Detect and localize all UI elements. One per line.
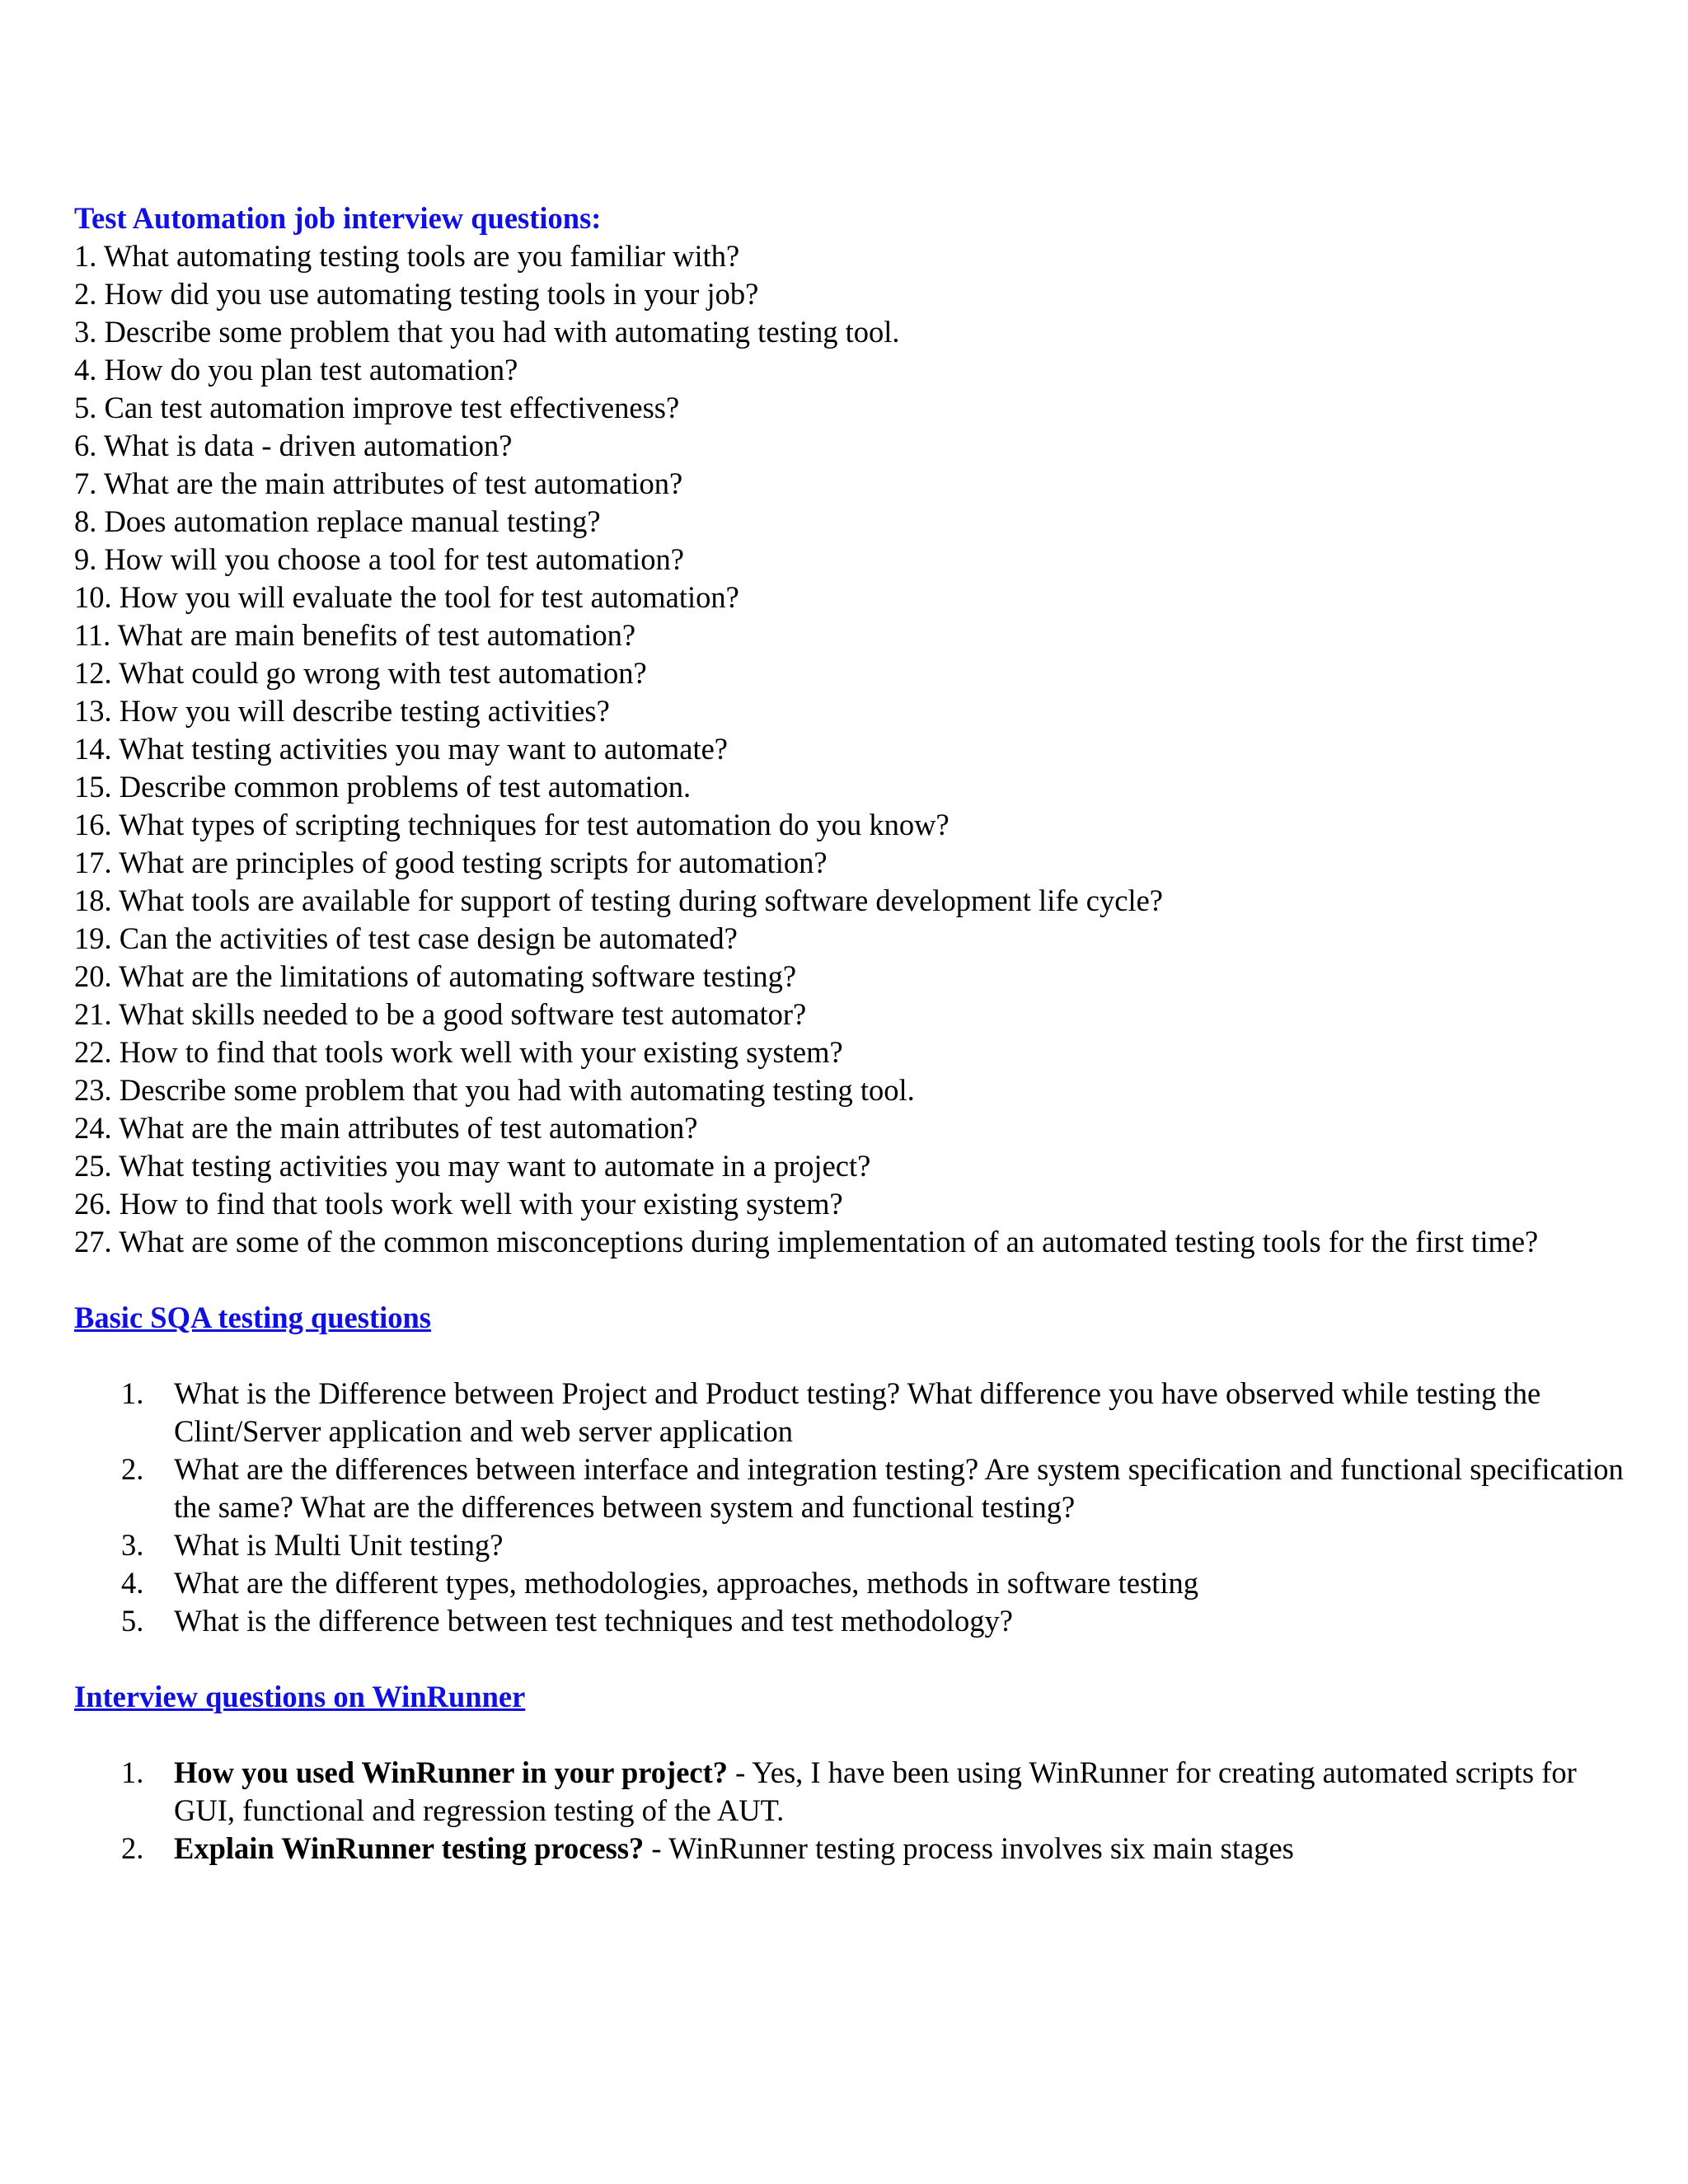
- question-19: 19. Can the activities of test case design be automated?: [74, 921, 738, 955]
- question-1: 1. What automating testing tools are you familiar with?: [74, 239, 740, 273]
- document-page: [74, 199, 1624, 1868]
- winrunner-question: Explain WinRunner testing process?: [174, 1831, 645, 1865]
- list-item: [74, 1602, 1624, 1640]
- list-item: [74, 1451, 1624, 1526]
- winrunner-link[interactable]: Interview questions on WinRunner: [74, 1680, 526, 1713]
- question-21: 21. What skills needed to be a good software test automator?: [74, 997, 807, 1031]
- list-item-number: 2.: [121, 1452, 144, 1486]
- question-6: 6. What is data - driven automation?: [74, 429, 513, 462]
- question-26: 26. How to find that tools work well with your existing system?: [74, 1187, 843, 1221]
- basic-sqa-link[interactable]: Basic SQA testing questions: [74, 1301, 432, 1334]
- question-12: 12. What could go wrong with test automation?: [74, 656, 647, 690]
- list-item-number: 1.: [121, 1755, 144, 1789]
- winrunner-question: How you used WinRunner in your project?: [174, 1755, 729, 1789]
- list-item: [74, 1830, 1624, 1868]
- list-item-number: 3.: [121, 1528, 144, 1562]
- list-item: [74, 1754, 1624, 1830]
- list-item-number: 2.: [121, 1831, 144, 1865]
- question-7: 7. What are the main attributes of test automation?: [74, 466, 683, 500]
- winrunner-section: [74, 1678, 1624, 1868]
- list-item-text: What is Multi Unit testing?: [174, 1528, 504, 1562]
- question-17: 17. What are principles of good testing scripts for automation?: [74, 846, 828, 879]
- list-item-number: 4.: [121, 1566, 144, 1600]
- question-15: 15. Describe common problems of test automation.: [74, 770, 692, 804]
- question-27: 27. What are some of the common misconceptions during implementation of an automated testing tools for the first time?: [74, 1225, 1539, 1258]
- question-13: 13. How you will describe testing activities?: [74, 694, 610, 728]
- question-20: 20. What are the limitations of automating software testing?: [74, 959, 797, 993]
- question-14: 14. What testing activities you may want to automate?: [74, 732, 729, 766]
- question-9: 9. How will you choose a tool for test automation?: [74, 542, 684, 576]
- list-item-text: What is the Difference between Project and Product testing? What difference you have observed while testing the Clint/Server application and web server application: [174, 1376, 1541, 1448]
- question-23: 23. Describe some problem that you had with automating testing tool.: [74, 1073, 915, 1107]
- list-item-text: What are the differences between interface and integration testing? Are system specification and functional specification the same? What are the differences between system and functional testing?: [174, 1452, 1624, 1524]
- question-5: 5. Can test automation improve test effectiveness?: [74, 391, 680, 424]
- list-item: [74, 1526, 1624, 1564]
- question-24: 24. What are the main attributes of test automation?: [74, 1111, 698, 1145]
- list-item-text: What are the different types, methodologies, approaches, methods in software testing: [174, 1566, 1198, 1600]
- winrunner-list: [74, 1754, 1624, 1868]
- list-item-text: What is the difference between test techniques and test methodology?: [174, 1604, 1013, 1638]
- list-item-number: 1.: [121, 1376, 144, 1410]
- question-11: 11. What are main benefits of test automation?: [74, 618, 636, 652]
- question-8: 8. Does automation replace manual testing?: [74, 504, 601, 538]
- question-2: 2. How did you use automating testing tools in your job?: [74, 277, 759, 311]
- question-3: 3. Describe some problem that you had with automating testing tool.: [74, 315, 900, 349]
- list-item-number: 5.: [121, 1604, 144, 1638]
- winrunner-answer: - Yes, I have been using WinRunner for creating automated scripts for GUI, functional and regression testing of the AUT.: [174, 1755, 1577, 1827]
- question-25: 25. What testing activities you may want to automate in a project?: [74, 1149, 871, 1183]
- test-automation-heading: Test Automation job interview questions:: [74, 201, 602, 235]
- question-16: 16. What types of scripting techniques for test automation do you know?: [74, 808, 950, 841]
- question-22: 22. How to find that tools work well with your existing system?: [74, 1035, 843, 1069]
- question-4: 4. How do you plan test automation?: [74, 353, 518, 387]
- question-18: 18. What tools are available for support of testing during software development life cycle?: [74, 883, 1164, 917]
- question-10: 10. How you will evaluate the tool for test automation?: [74, 580, 739, 614]
- winrunner-answer: - WinRunner testing process involves six main stages: [644, 1831, 1294, 1865]
- list-item: [74, 1375, 1624, 1451]
- test-automation-question-list: [74, 237, 1624, 1261]
- list-item: [74, 1564, 1624, 1602]
- basic-sqa-list: [74, 1375, 1624, 1640]
- basic-sqa-section: [74, 1299, 1624, 1640]
